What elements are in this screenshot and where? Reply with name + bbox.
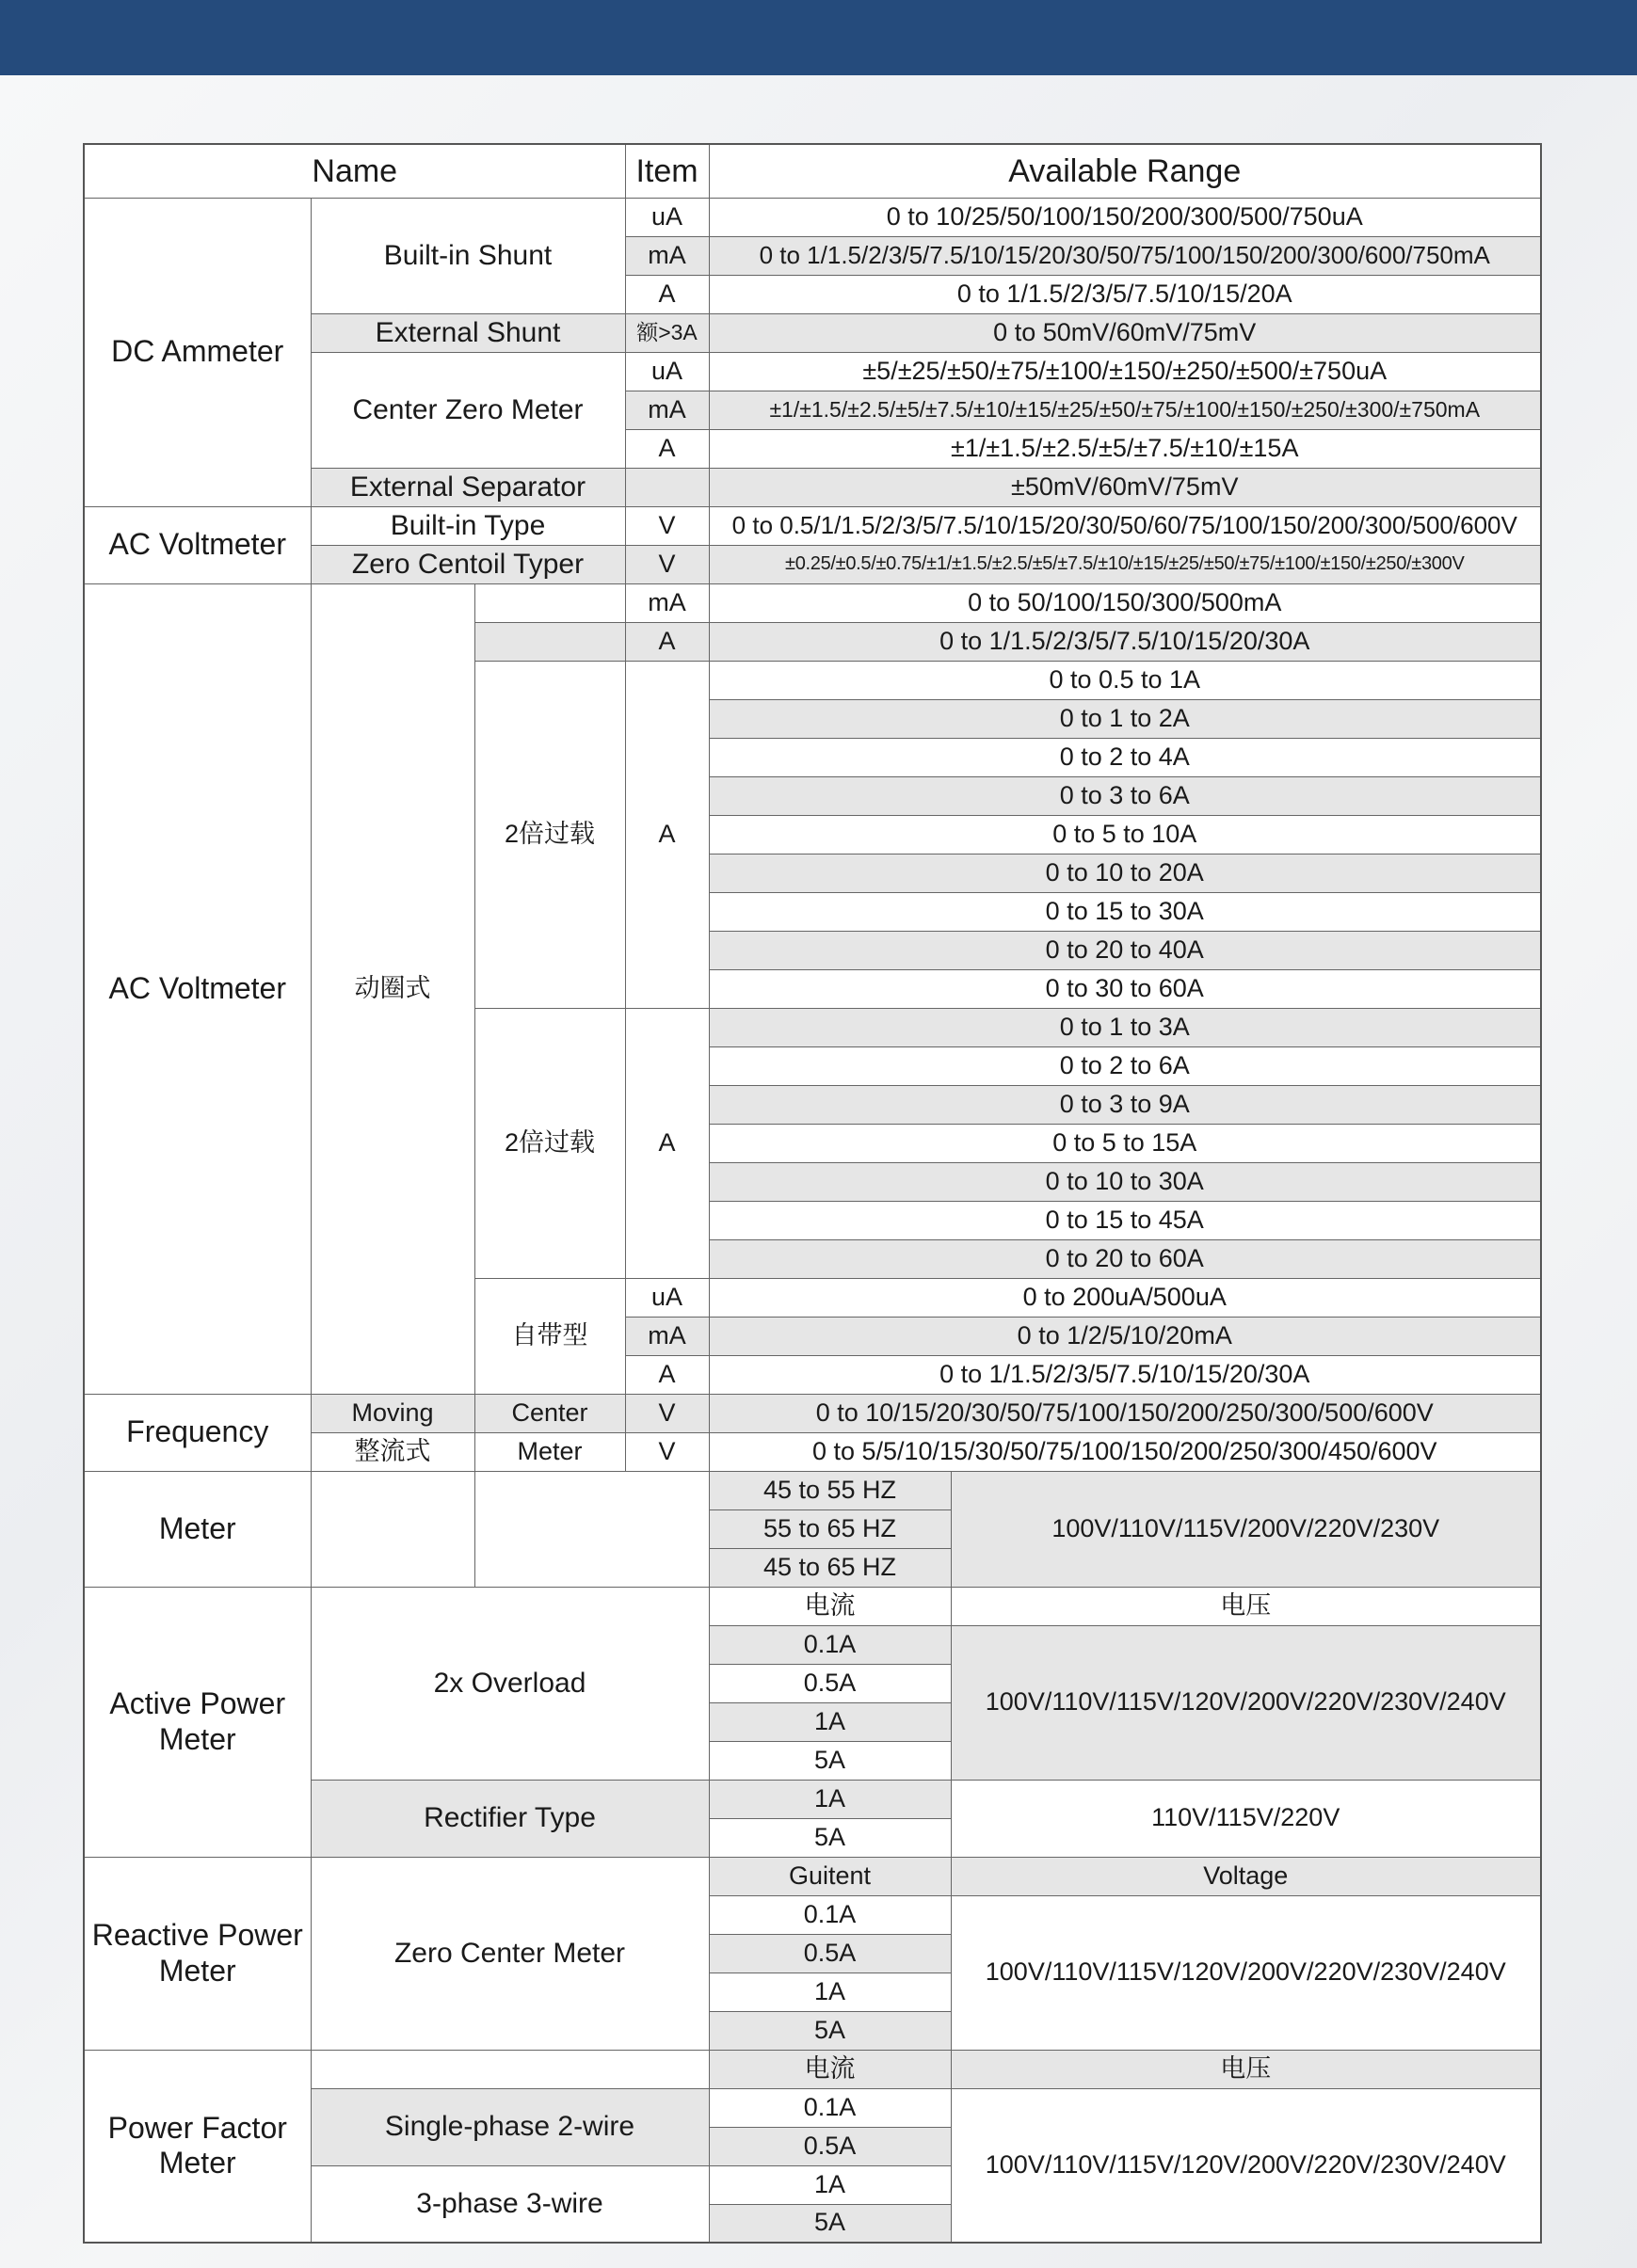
range-cell: ±1/±1.5/±2.5/±5/±7.5/±10/±15A xyxy=(709,429,1541,468)
range-cell: 0 to 15 to 45A xyxy=(709,1201,1541,1239)
overload-a-label: 2倍过载 xyxy=(474,661,625,1008)
overload-b-label: 2倍过载 xyxy=(474,1008,625,1278)
freq-sub-cell: Center xyxy=(474,1394,625,1432)
external-shunt-label: External Shunt xyxy=(311,313,625,352)
frequency-cell: 55 to 65 HZ xyxy=(709,1509,951,1548)
table-row xyxy=(84,1587,1541,1625)
blank-cell xyxy=(311,2050,709,2088)
voltage-cell: 100V/110V/115V/120V/200V/220V/230V/240V xyxy=(951,1625,1541,1780)
range-cell: 0 to 2 to 4A xyxy=(709,738,1541,776)
table-row xyxy=(84,1394,1541,1432)
header-range: Available Range xyxy=(709,144,1541,198)
header-name: Name xyxy=(84,144,625,198)
zero-centoil-label: Zero Centoil Typer xyxy=(311,545,625,583)
range-cell: 0 to 1/1.5/2/3/5/7.5/10/15/20/30/50/75/100/150/200/300/600/750mA xyxy=(709,236,1541,275)
range-cell: 0 to 1/2/5/10/20mA xyxy=(709,1317,1541,1355)
voltage-header: Voltage xyxy=(951,1857,1541,1895)
moving-coil-label: 动圈式 xyxy=(311,583,474,1394)
unit-cell: 额>3A xyxy=(625,313,709,352)
builtin-shunt-label: Built-in Shunt xyxy=(311,198,625,313)
frequency-cell: 45 to 65 HZ xyxy=(709,1548,951,1587)
top-banner xyxy=(0,0,1637,75)
freq-type-cell: 整流式 xyxy=(311,1432,474,1471)
unit-cell: uA xyxy=(625,1278,709,1317)
unit-cell: mA xyxy=(625,236,709,275)
current-cell: 1A xyxy=(709,1702,951,1741)
current-cell: 5A xyxy=(709,1741,951,1780)
unit-cell xyxy=(625,468,709,506)
voltage-cell: 110V/115V/220V xyxy=(951,1780,1541,1857)
range-cell: 0 to 5 to 15A xyxy=(709,1124,1541,1162)
zero-center-label: Zero Center Meter xyxy=(311,1857,709,2050)
range-cell: 0 to 3 to 6A xyxy=(709,776,1541,815)
voltage-cell: 100V/110V/115V/120V/200V/220V/230V/240V xyxy=(951,2088,1541,2243)
ac-voltmeter-label: AC Voltmeter xyxy=(84,506,311,583)
unit-cell: A xyxy=(625,1355,709,1394)
three-phase-label: 3-phase 3-wire xyxy=(311,2165,709,2243)
range-cell: 0 to 20 to 40A xyxy=(709,931,1541,969)
freq-type-cell: Moving xyxy=(311,1394,474,1432)
table-row xyxy=(84,506,1541,545)
table-row xyxy=(84,583,1541,622)
range-cell: 0 to 5/5/10/15/30/50/75/100/150/200/250/300/450/600V xyxy=(709,1432,1541,1471)
range-cell: 0 to 1 to 2A xyxy=(709,699,1541,738)
table-row xyxy=(84,198,1541,236)
range-cell: 0 to 30 to 60A xyxy=(709,969,1541,1008)
range-cell: ±0.25/±0.5/±0.75/±1/±1.5/±2.5/±5/±7.5/±10/±15/±25/±50/±75/±100/±150/±250/±300V xyxy=(709,545,1541,583)
reactive-power-label: Reactive Power Meter xyxy=(84,1857,311,2050)
current-header: 电流 xyxy=(709,1587,951,1625)
current-header: Guitent xyxy=(709,1857,951,1895)
table-row xyxy=(84,2050,1541,2088)
external-separator-label: External Separator xyxy=(311,468,625,506)
range-cell: 0 to 20 to 60A xyxy=(709,1239,1541,1278)
current-cell: 0.1A xyxy=(709,1895,951,1934)
sub-cell xyxy=(474,583,625,622)
unit-cell: mA xyxy=(625,1317,709,1355)
unit-cell: A xyxy=(625,622,709,661)
unit-cell: uA xyxy=(625,198,709,236)
builtin-type-label: Built-in Type xyxy=(311,506,625,545)
range-cell: ±50mV/60mV/75mV xyxy=(709,468,1541,506)
unit-cell: V xyxy=(625,506,709,545)
header-item: Item xyxy=(625,144,709,198)
power-factor-label: Power Factor Meter xyxy=(84,2050,311,2243)
range-cell: ±1/±1.5/±2.5/±5/±7.5/±10/±15/±25/±50/±75/±100/±150/±250/±300/±750mA xyxy=(709,391,1541,429)
table-row xyxy=(84,1857,1541,1895)
current-cell: 5A xyxy=(709,2011,951,2050)
sub-cell xyxy=(474,622,625,661)
unit-cell: V xyxy=(625,1394,709,1432)
range-cell: 0 to 3 to 9A xyxy=(709,1085,1541,1124)
range-cell: 0 to 1/1.5/2/3/5/7.5/10/15/20/30A xyxy=(709,622,1541,661)
voltage-header: 电压 xyxy=(951,2050,1541,2088)
unit-cell: uA xyxy=(625,352,709,391)
current-cell: 5A xyxy=(709,2204,951,2243)
unit-cell: mA xyxy=(625,583,709,622)
range-cell: ±5/±25/±50/±75/±100/±150/±250/±500/±750uA xyxy=(709,352,1541,391)
range-cell: 0 to 5 to 10A xyxy=(709,815,1541,854)
current-cell: 0.1A xyxy=(709,2088,951,2127)
voltage-header: 电压 xyxy=(951,1587,1541,1625)
current-cell: 1A xyxy=(709,1780,951,1818)
unit-cell: A xyxy=(625,429,709,468)
frequency-label: Frequency xyxy=(84,1394,311,1471)
range-cell: 0 to 50mV/60mV/75mV xyxy=(709,313,1541,352)
range-cell: 0 to 200uA/500uA xyxy=(709,1278,1541,1317)
current-cell: 1A xyxy=(709,2165,951,2204)
range-cell: 0 to 1/1.5/2/3/5/7.5/10/15/20/30A xyxy=(709,1355,1541,1394)
current-header: 电流 xyxy=(709,2050,951,2088)
current-cell: 0.5A xyxy=(709,1664,951,1702)
blank-cell xyxy=(474,1471,709,1587)
center-zero-label: Center Zero Meter xyxy=(311,352,625,468)
freq-sub-cell: Meter xyxy=(474,1432,625,1471)
frequency-cell: 45 to 55 HZ xyxy=(709,1471,951,1509)
blank-cell xyxy=(311,1471,474,1587)
dc-ammeter-label: DC Ammeter xyxy=(84,198,311,506)
unit-cell: A xyxy=(625,275,709,313)
range-cell: 0 to 50/100/150/300/500mA xyxy=(709,583,1541,622)
range-cell: 0 to 15 to 30A xyxy=(709,892,1541,931)
range-cell: 0 to 1 to 3A xyxy=(709,1008,1541,1046)
range-cell: 0 to 1/1.5/2/3/5/7.5/10/15/20A xyxy=(709,275,1541,313)
unit-cell: A xyxy=(625,661,709,1008)
spec-table xyxy=(83,143,1542,2244)
single-phase-label: Single-phase 2-wire xyxy=(311,2088,709,2165)
range-cell: 0 to 0.5 to 1A xyxy=(709,661,1541,699)
table-row xyxy=(84,1471,1541,1509)
active-power-label: Active Power Meter xyxy=(84,1587,311,1857)
range-cell: 0 to 10 to 30A xyxy=(709,1162,1541,1201)
unit-cell: V xyxy=(625,1432,709,1471)
voltage-cell: 100V/110V/115V/200V/220V/230V xyxy=(951,1471,1541,1587)
self-type-label: 自带型 xyxy=(474,1278,625,1394)
current-cell: 1A xyxy=(709,1973,951,2011)
current-cell: 0.5A xyxy=(709,1934,951,1973)
ac-voltmeter-2-label: AC Voltmeter xyxy=(84,583,311,1394)
header-row xyxy=(84,144,1541,198)
unit-cell: mA xyxy=(625,391,709,429)
current-cell: 0.5A xyxy=(709,2127,951,2165)
unit-cell: A xyxy=(625,1008,709,1278)
range-cell: 0 to 10/25/50/100/150/200/300/500/750uA xyxy=(709,198,1541,236)
meter-label: Meter xyxy=(84,1471,311,1587)
range-cell: 0 to 10/15/20/30/50/75/100/150/200/250/300/500/600V xyxy=(709,1394,1541,1432)
voltage-cell: 100V/110V/115V/120V/200V/220V/230V/240V xyxy=(951,1895,1541,2050)
range-cell: 0 to 10 to 20A xyxy=(709,854,1541,892)
unit-cell: V xyxy=(625,545,709,583)
range-cell: 0 to 0.5/1/1.5/2/3/5/7.5/10/15/20/30/50/60/75/100/150/200/300/500/600V xyxy=(709,506,1541,545)
current-cell: 0.1A xyxy=(709,1625,951,1664)
current-cell: 5A xyxy=(709,1818,951,1857)
overload-2x-label: 2x Overload xyxy=(311,1587,709,1780)
rectifier-type-label: Rectifier Type xyxy=(311,1780,709,1857)
range-cell: 0 to 2 to 6A xyxy=(709,1046,1541,1085)
